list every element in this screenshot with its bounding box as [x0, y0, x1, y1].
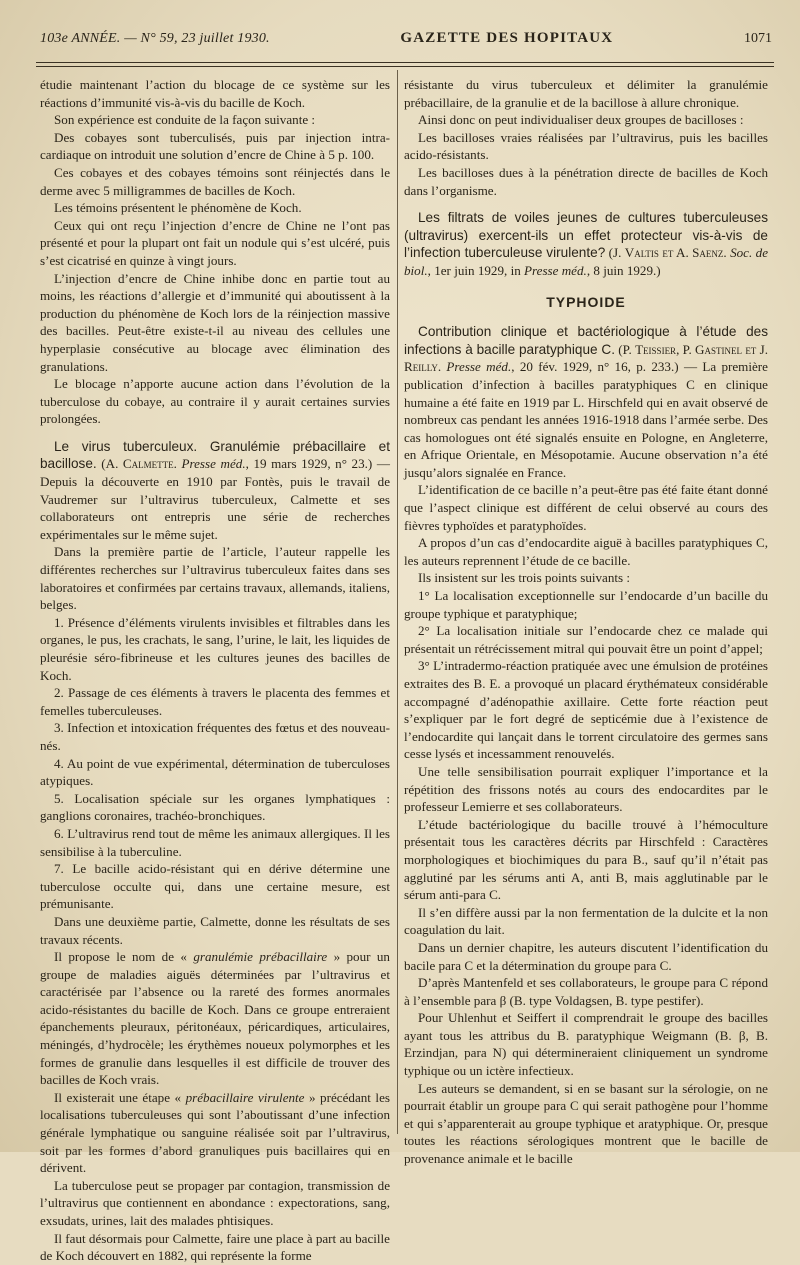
article-ref: (J. — [605, 245, 625, 261]
article-author: Calmette. — [122, 456, 177, 472]
paragraph: étudie maintenant l’action du blocage de ce système sur les réactions d’immunité vis-à-vis du bacille de Koch. — [40, 77, 390, 110]
paragraph: Les témoins présentent le phénomène de Koch. — [54, 200, 302, 216]
section-heading: TYPHOIDE — [546, 293, 626, 310]
list-item: 1° La localisation exceptionnelle sur l’endocarde d’un bacille du groupe typhique et paratyphique; — [404, 588, 768, 621]
paragraph: Les bacilloses dues à la pénétration directe de bacilles de Koch dans l’organisme. — [404, 164, 768, 198]
article-calmette — [40, 438, 390, 544]
article-ref: , 1er juin 1929, in — [427, 262, 525, 278]
article-ref: , 8 juin 1929.) — [586, 262, 661, 278]
text: Il existerait une étape « — [54, 1089, 186, 1105]
paragraph: Le blocage n’apporte aucune action dans l’évolution de la tuberculose du cobaye, au contraire il y aurait certaines survies prolongées. — [40, 376, 390, 427]
article-teissier — [404, 323, 768, 481]
paragraph: Il faut désormais pour Calmette, faire une place à part au bacille de Koch découvert en 1882, qui représente la forme — [40, 1230, 390, 1264]
paragraph: Dans une deuxième partie, Calmette, donne les résultats de ses travaux récents. — [40, 913, 390, 947]
article-body: — La première publication d’infection à bacilles paratyphiques C en clinique humaine a été faite en 1919 par L. Hirschfeld qui en avait observé de nombreux cas pendant les années 1916-1918 dans l’armée serbe. Des cas homologues ont été signalés ensuite en Pologne, en Angleterre, en Afrique Orientale, en Mésopotamie. Aucune observation n’a été jusqu’alors signalée en France. — [404, 359, 768, 480]
left-column — [40, 76, 390, 1265]
paragraph: L’identification de ce bacille n’a peut-être pas été faite étant donné que l’aspect clinique est différent de celui observé au cours des fièvres typhoïdes et paratyphoïdes. — [404, 482, 768, 533]
article-authors: Valtis et A. Saenz. — [624, 245, 727, 261]
paragraph: L’injection d’encre de Chine inhibe donc en partie tout au moins, les réactions d’allergie et d’immunité qui aboutissent à la production du phénomène de Koch lors de la réinjection massive des bacilles. Peut-être existe-t-il au niveau des cellules une hyperplasie consécutive au blocage avec élimination des granulations. — [40, 270, 390, 374]
header-rule-top — [36, 62, 774, 63]
article-ref: (A. — [101, 456, 123, 472]
article-authors: Teissier, P. Gastinel et J. Reilly. — [404, 341, 768, 375]
paragraph: Il s’en diffère aussi par la non fermentation de la dulcite et la non coagulation du lait. — [404, 904, 768, 938]
paragraph: Son expérience est conduite de la façon suivante : — [54, 112, 316, 128]
paragraph: Ainsi donc on peut individualiser deux groupes de bacilloses : — [418, 112, 744, 128]
paragraph: La tuberculose peut se propager par contagion, transmission de l’ultravirus que contiennent en abondance : expectorations, sang, exsudats, urines, lait des malades phtisiques. — [40, 1177, 390, 1228]
paragraph: Les auteurs se demandent, si en se basant sur la sérologie, on ne pourrait établir un groupe para C qui serait pathogène pour l’homme et qui s’apparenterait au groupe typhique et aratyphique. Or, presque toutes les réactions sérologiques montrent que le bacille de provenance animale et le bacille — [404, 1080, 768, 1167]
right-column — [404, 76, 768, 1168]
list-item: 6. L’ultravirus rend tout de même les animaux allergiques. Il les sensibilise à la tuberculine. — [40, 825, 390, 859]
paragraph: Pour Uhlenhut et Seiffert il comprendrait le groupe des bacilles ayant tous les attribus du B. paratyphique Weigmann (B. β, B. Erzindjan, para N) qui détermineraient cliniquement un syndrome typhique ou un ictère infectieux. — [404, 1010, 768, 1079]
paragraph: A propos d’un cas d’endocardite aiguë à bacilles paratyphiques C, les auteurs reprennent l’étude de ce bacille. — [404, 535, 768, 568]
paragraph: Une telle sensibilisation pourrait expliquer l’importance et la répétition des frissons notés au cours des endocardites par le professeur Lemierre et ses collaborateurs. — [404, 763, 768, 815]
article-ref-date: , 19 mars 1929, n° 23.) — [245, 456, 373, 472]
column-divider — [397, 70, 398, 1134]
list-item: 2. Passage de ces éléments à travers le placenta des femmes et femelles tuberculeuses. — [40, 685, 390, 718]
paragraph — [40, 948, 390, 1089]
article-title: Les filtrats de voiles jeunes de cultures tuberculeuses (ultravirus) exercent-ils un effet protecteur vis-à-vis de l’infection tuberculeuse virulente? — [404, 210, 768, 261]
list-item: 4. Au point de vue expérimental, détermination de tuberculoses atypiques. — [40, 755, 390, 789]
article-ref: , 20 fév. 1929, n° 16, p. 233.) — [511, 359, 679, 375]
article-title: Contribution clinique et bactériologique à l’étude des infections à bacille paratyphique C. — [404, 324, 768, 357]
list-item: 3. Infection et intoxication fréquentes des fœtus et des nouveau-nés. — [40, 720, 390, 753]
term: granulémie prébacillaire — [193, 949, 328, 965]
journal-title: GAZETTE DES HOPITAUX — [400, 30, 614, 46]
list-item: 7. Le bacille acido-résistant qui en dérive détermine une tuberculose occulte qui, dans une certaine mesure, est prémunisante. — [40, 861, 390, 912]
page-number: 1071 — [744, 31, 772, 46]
article-journal: Soc. de biol. — [404, 245, 769, 278]
issue-line: 103e ANNÉE. — N° 59, 23 juillet 1930. — [40, 31, 270, 46]
header-rule-bottom — [36, 66, 774, 67]
running-header — [40, 30, 772, 56]
list-item: 5. Localisation spéciale sur les organes lymphatiques : ganglions coronaires, trachéo-bronchiques. — [40, 790, 390, 824]
list-item: 1. Présence d’éléments virulents invisibles et filtrables dans les organes, le pus, les crachats, le sang, l’urine, le lait, les liquides de pleurésie séro-fibrineuse et les cultures jeunes des bacilles de Koch. — [40, 614, 390, 683]
paragraph: D’après Mantenfeld et ses collaborateurs, le groupe para C répond à l’ensemble para β (B. type Voldagsen, B. type pestifer). — [404, 975, 768, 1008]
text: » pour un groupe de maladies aiguës déterminées par l’ultravirus et caractérisée par l’absence ou la rareté des formes anormales acido-résistantes du bacille de Koch. Dans ce groupe entreraient épanchements pleuraux, péritonéaux, péricardiques, articulaires, méningés, d’hydrocèle; les érythèmes noueux polymorphes et les formes de granulie dans lesquelles il est difficile de trouver des bacilles de Koch vrais. — [40, 949, 390, 1088]
term: prébacillaire virulente — [185, 1089, 305, 1105]
paragraph: Ces cobayes et des cobayes témoins sont réinjectés dans le derme avec 5 milligrammes de bacilles de Koch. — [40, 164, 390, 198]
article-body: — Depuis la découverte en 1910 par Fontès, puis le travail de Vaudremer sur l’ultravirus tuberculeux, Calmette et ses collaborateurs ont entrepris une série de recherches expérimentales sur le même sujet. — [40, 456, 390, 542]
text: » précédant les localisations tuberculeuses qui sont l’aboutissant d’une infection générale lymphatique ou sanguine réalisée soit par l’ultravirus, soit par les formes d’abord granuliques puis bacillaires qui en dérivent. — [40, 1089, 390, 1176]
article-valtis — [404, 209, 768, 279]
article-journal: Presse méd. — [524, 262, 587, 278]
article-journal: Presse méd. — [181, 456, 246, 472]
paragraph: Des cobayes sont tuberculisés, puis par injection intra-cardiaque on introduit une solution d’encre de Chine à 5 p. 100. — [40, 129, 390, 163]
article-title: Le virus tuberculeux. Granulémie prébacillaire et bacillose. — [40, 438, 390, 472]
article-journal: Presse méd. — [446, 359, 512, 375]
article-ref: (P. — [614, 341, 636, 357]
paragraph — [40, 1089, 390, 1177]
paragraph: Dans la première partie de l’article, l’auteur rappelle les différentes recherches sur l’ultravirus tuberculeux faites dans ses laboratoires et confirmées par certains travaux, allemands, italiens, belges. — [40, 544, 390, 613]
paragraph: résistante du virus tuberculeux et délimiter la granulémie prébacillaire, de la granulie et de la bacillose à allure chronique. — [404, 77, 768, 110]
text: Il propose le nom de « — [54, 949, 194, 965]
list-item: 3° L’intradermo-réaction pratiquée avec une émulsion de protéines extraites des B. E. a provoqué un placard érythémateux considérable accompagné d’adénopathie axillaire. Cette forte réaction peut s’expliquer par le fort degré de septicémie due à l’existence de l’endocardite qui lançait dans le torrent circulatoire des germes sans cesse lysés et incessamment renouvelés. — [404, 658, 768, 762]
paragraph: Les bacilloses vraies réalisées par l’ultravirus, puis les bacilles acido-résistants. — [404, 129, 768, 163]
list-item: 2° La localisation initiale sur l’endocarde chez ce malade qui présentait un rétrécissement mitral qui pouvait être un point d’appel; — [404, 623, 768, 656]
paragraph: L’étude bactériologique du bacille trouvé à l’hémoculture présentait tous les caractères décrits par Hirschfeld : Caractères morphologiques et biochimiques du para B., sauf qu’il n’était pas agglutiné par les sérums anti A, anti B, mais agglutinable par le sérum anti-para C. — [404, 816, 768, 903]
paragraph: Ils insistent sur les trois points suivants : — [418, 570, 631, 586]
paragraph: Ceux qui ont reçu l’injection d’encre de Chine ne l’ont pas présenté et pour la plupart ont fait un nodule qui s’est ulcéré, puis s’est cicatrisé en quinze à vingt jours. — [40, 217, 390, 268]
paragraph: Dans un dernier chapitre, les auteurs discutent l’identification du bacile para C et la détermination du groupe para C. — [404, 939, 768, 973]
